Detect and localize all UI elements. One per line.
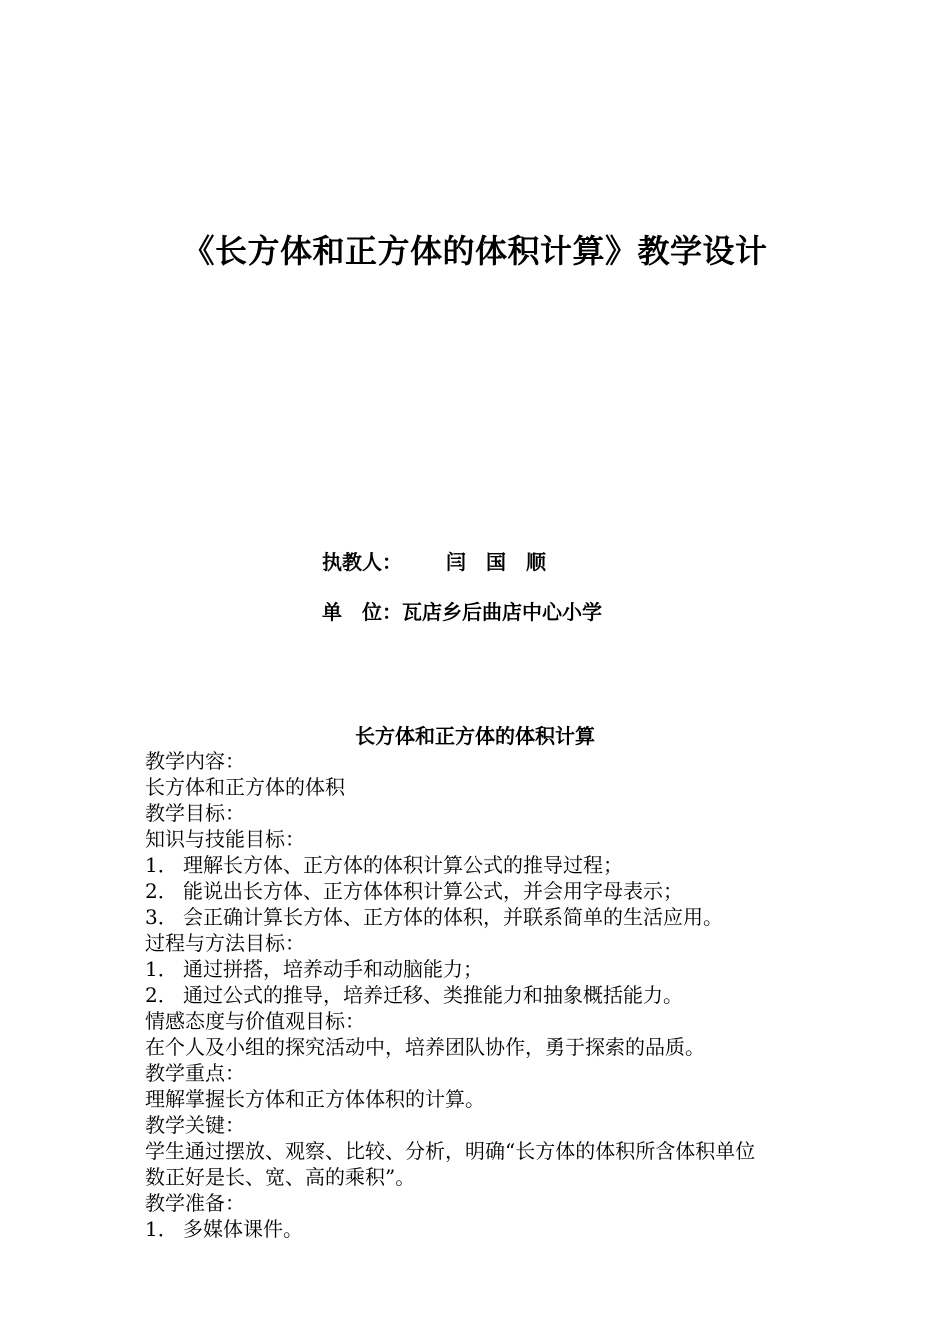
item-text: 多媒体课件。 xyxy=(183,1217,303,1241)
teacher-line xyxy=(322,546,546,575)
teaching-focus-text: 理解掌握长方体和正方体体积的计算。 xyxy=(145,1087,485,1111)
knowledge-item xyxy=(145,852,815,878)
item-text: 通过拼搭，培养动手和动脑能力； xyxy=(183,957,483,981)
item-number: 3． xyxy=(145,905,178,929)
heading-teaching-focus: 教学重点： xyxy=(145,1061,245,1085)
process-item xyxy=(145,956,815,982)
prep-item xyxy=(145,1216,815,1242)
lesson-body xyxy=(145,748,815,1242)
teaching-content-text: 长方体和正方体的体积 xyxy=(145,775,345,799)
teacher-name: 闫 国 顺 xyxy=(446,550,546,574)
item-number: 1． xyxy=(145,853,178,877)
document-title: 《长方体和正方体的体积计算》教学设计 xyxy=(182,232,768,270)
emotion-goals-text: 在个人及小组的探究活动中，培养团队协作，勇于探索的品质。 xyxy=(145,1035,705,1059)
item-text: 能说出长方体、正方体体积计算公式，并会用字母表示； xyxy=(183,879,683,903)
section-title: 长方体和正方体的体积计算 xyxy=(355,724,595,748)
item-text: 理解长方体、正方体的体积计算公式的推导过程； xyxy=(183,853,623,877)
unit-line xyxy=(322,596,602,625)
unit-label: 单 位： xyxy=(322,600,402,624)
knowledge-item xyxy=(145,904,815,930)
item-text: 会正确计算长方体、正方体的体积，并联系简单的生活应用。 xyxy=(183,905,723,929)
teacher-label: 执教人： xyxy=(322,550,402,574)
item-number: 1． xyxy=(145,1217,178,1241)
heading-emotion-goals: 情感态度与价值观目标： xyxy=(145,1009,365,1033)
process-item xyxy=(145,982,815,1008)
heading-teaching-goals: 教学目标： xyxy=(145,801,245,825)
item-number: 2． xyxy=(145,983,178,1007)
unit-name: 瓦店乡后曲店中心小学 xyxy=(402,600,602,624)
teaching-key-text-2: 数正好是长、宽、高的乘积”。 xyxy=(145,1165,416,1189)
item-number: 1． xyxy=(145,957,178,981)
teaching-key-text-1: 学生通过摆放、观察、比较、分析，明确“长方体的体积所含体积单位 xyxy=(145,1139,756,1163)
knowledge-item xyxy=(145,878,815,904)
heading-process-goals: 过程与方法目标： xyxy=(145,931,305,955)
heading-teaching-key: 教学关键： xyxy=(145,1113,245,1137)
heading-knowledge-goals: 知识与技能目标： xyxy=(145,827,305,851)
heading-teaching-prep: 教学准备： xyxy=(145,1191,245,1215)
heading-teaching-content: 教学内容： xyxy=(145,749,245,773)
item-text: 通过公式的推导，培养迁移、类推能力和抽象概括能力。 xyxy=(183,983,683,1007)
item-number: 2． xyxy=(145,879,178,903)
